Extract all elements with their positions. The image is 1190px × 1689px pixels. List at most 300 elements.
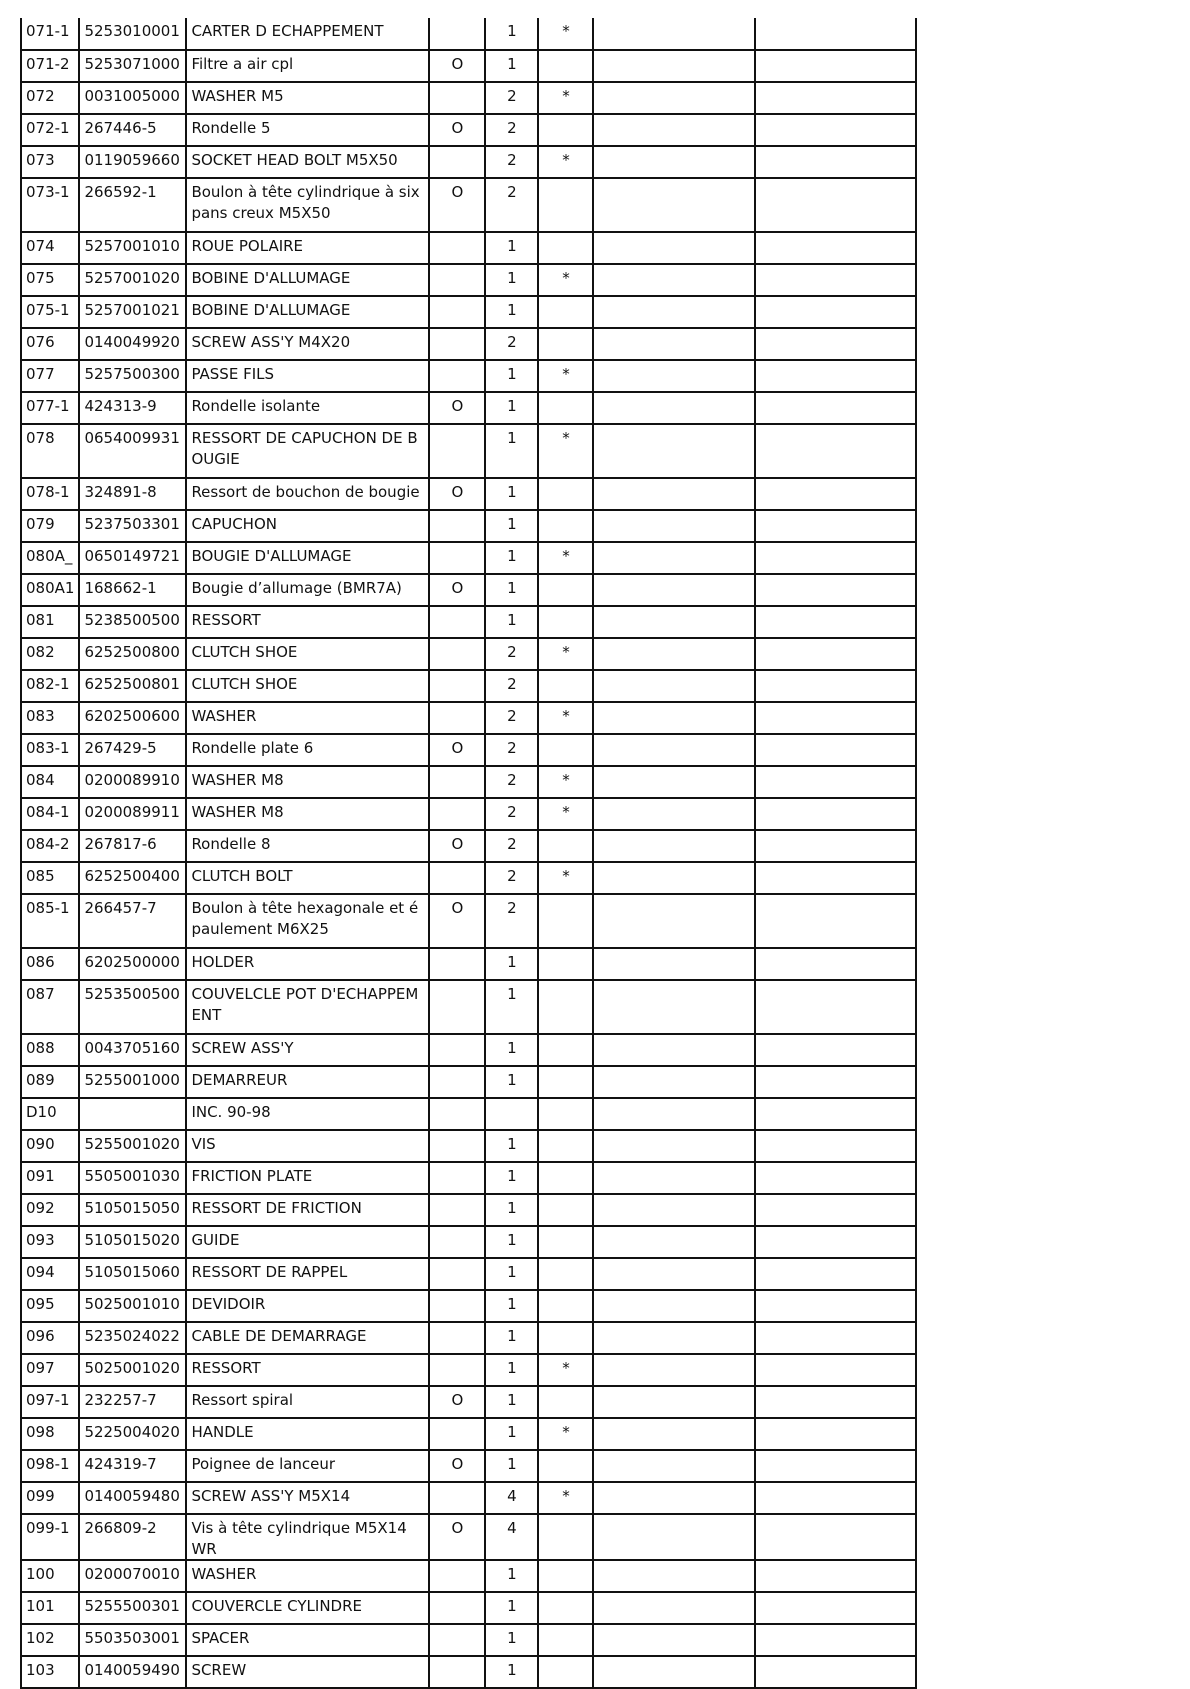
table-row [21, 542, 916, 574]
extra-cell-1 [593, 980, 755, 1034]
table-row [21, 232, 916, 264]
mark-cell: * [538, 1354, 593, 1386]
table-row [21, 392, 916, 424]
mark-cell: * [538, 862, 593, 894]
description-cell: Ressort de bouchon de bougie [186, 478, 429, 510]
quantity-cell: 1 [485, 1560, 538, 1592]
mark-cell: * [538, 360, 593, 392]
description-cell: CABLE DE DEMARRAGE [186, 1322, 429, 1354]
table-row [21, 1592, 916, 1624]
description-cell: SCREW ASS'Y [186, 1034, 429, 1066]
mark-cell [538, 178, 593, 232]
description-cell: COUVERCLE CYLINDRE [186, 1592, 429, 1624]
mark-cell [538, 296, 593, 328]
extra-cell-2 [755, 328, 916, 360]
table-row [21, 670, 916, 702]
extra-cell-1 [593, 360, 755, 392]
description-cell: RESSORT DE RAPPEL [186, 1258, 429, 1290]
extra-cell-2 [755, 114, 916, 146]
option-cell: O [429, 50, 485, 82]
extra-cell-2 [755, 894, 916, 948]
table-row [21, 702, 916, 734]
table-row [21, 894, 916, 948]
part-number-cell: 266592-1 [79, 178, 186, 232]
mark-cell: * [538, 766, 593, 798]
mark-cell [538, 894, 593, 948]
option-cell [429, 948, 485, 980]
extra-cell-1 [593, 1290, 755, 1322]
description-cell: Rondelle 5 [186, 114, 429, 146]
extra-cell-2 [755, 1656, 916, 1688]
mark-cell [538, 1034, 593, 1066]
quantity-cell: 2 [485, 798, 538, 830]
ref-cell: 083 [21, 702, 79, 734]
extra-cell-2 [755, 1290, 916, 1322]
extra-cell-1 [593, 1482, 755, 1514]
ref-cell: 077-1 [21, 392, 79, 424]
option-cell: O [429, 114, 485, 146]
mark-cell [538, 1290, 593, 1322]
part-number-cell: 0650149721 [79, 542, 186, 574]
part-number-cell: 5105015050 [79, 1194, 186, 1226]
table-row [21, 1258, 916, 1290]
extra-cell-1 [593, 50, 755, 82]
part-number-cell: 5225004020 [79, 1418, 186, 1450]
extra-cell-1 [593, 1450, 755, 1482]
mark-cell [538, 1514, 593, 1560]
table-row [21, 1290, 916, 1322]
quantity-cell: 2 [485, 146, 538, 178]
description-cell: WASHER M8 [186, 798, 429, 830]
extra-cell-2 [755, 1322, 916, 1354]
option-cell [429, 18, 485, 50]
quantity-cell: 1 [485, 1194, 538, 1226]
description-cell: RESSORT [186, 606, 429, 638]
mark-cell [538, 1098, 593, 1130]
ref-cell: 071-2 [21, 50, 79, 82]
extra-cell-2 [755, 948, 916, 980]
option-cell [429, 862, 485, 894]
quantity-cell: 1 [485, 948, 538, 980]
mark-cell [538, 606, 593, 638]
ref-cell: 095 [21, 1290, 79, 1322]
extra-cell-1 [593, 702, 755, 734]
extra-cell-2 [755, 980, 916, 1034]
description-cell: SCREW ASS'Y M4X20 [186, 328, 429, 360]
description-cell: Bougie d’allumage (BMR7A) [186, 574, 429, 606]
option-cell [429, 542, 485, 574]
extra-cell-1 [593, 862, 755, 894]
extra-cell-2 [755, 1194, 916, 1226]
description-cell: FRICTION PLATE [186, 1162, 429, 1194]
extra-cell-2 [755, 702, 916, 734]
table-row [21, 862, 916, 894]
extra-cell-1 [593, 296, 755, 328]
description-cell: SCREW [186, 1656, 429, 1688]
description-cell: CLUTCH SHOE [186, 670, 429, 702]
description-cell: Vis à tête cylindrique M5X14 WR [186, 1514, 429, 1560]
extra-cell-1 [593, 1162, 755, 1194]
option-cell [429, 798, 485, 830]
mark-cell [538, 1130, 593, 1162]
quantity-cell: 1 [485, 1066, 538, 1098]
ref-cell: 094 [21, 1258, 79, 1290]
part-number-cell: 0200089911 [79, 798, 186, 830]
quantity-cell: 1 [485, 264, 538, 296]
part-number-cell: 5237503301 [79, 510, 186, 542]
mark-cell: * [538, 1418, 593, 1450]
extra-cell-1 [593, 1322, 755, 1354]
part-number-cell: 5105015020 [79, 1226, 186, 1258]
part-number-cell: 6202500600 [79, 702, 186, 734]
ref-cell: 079 [21, 510, 79, 542]
extra-cell-2 [755, 798, 916, 830]
extra-cell-1 [593, 1514, 755, 1560]
ref-cell: 089 [21, 1066, 79, 1098]
ref-cell: 085 [21, 862, 79, 894]
quantity-cell: 1 [485, 606, 538, 638]
table-row [21, 574, 916, 606]
description-cell: Rondelle 8 [186, 830, 429, 862]
option-cell [429, 1194, 485, 1226]
part-number-cell: 5257001010 [79, 232, 186, 264]
quantity-cell: 2 [485, 670, 538, 702]
option-cell: O [429, 830, 485, 862]
extra-cell-1 [593, 1034, 755, 1066]
description-cell: HANDLE [186, 1418, 429, 1450]
extra-cell-1 [593, 328, 755, 360]
part-number-cell: 0654009931 [79, 424, 186, 478]
ref-cell: 077 [21, 360, 79, 392]
part-number-cell: 5253500500 [79, 980, 186, 1034]
extra-cell-2 [755, 478, 916, 510]
option-cell [429, 296, 485, 328]
option-cell [429, 1098, 485, 1130]
description-cell: SPACER [186, 1624, 429, 1656]
quantity-cell: 1 [485, 18, 538, 50]
part-number-cell: 0140059490 [79, 1656, 186, 1688]
extra-cell-2 [755, 766, 916, 798]
mark-cell [538, 980, 593, 1034]
table-row [21, 296, 916, 328]
table-row [21, 328, 916, 360]
option-cell [429, 766, 485, 798]
mark-cell [538, 1226, 593, 1258]
extra-cell-2 [755, 606, 916, 638]
extra-cell-1 [593, 1592, 755, 1624]
extra-cell-2 [755, 542, 916, 574]
option-cell [429, 1560, 485, 1592]
extra-cell-2 [755, 296, 916, 328]
extra-cell-2 [755, 1066, 916, 1098]
table-row [21, 948, 916, 980]
table-row [21, 1034, 916, 1066]
description-cell: ROUE POLAIRE [186, 232, 429, 264]
extra-cell-2 [755, 1130, 916, 1162]
quantity-cell: 1 [485, 1322, 538, 1354]
option-cell [429, 328, 485, 360]
quantity-cell: 1 [485, 1450, 538, 1482]
option-cell [429, 1130, 485, 1162]
quantity-cell: 1 [485, 1418, 538, 1450]
extra-cell-1 [593, 1130, 755, 1162]
ref-cell: 101 [21, 1592, 79, 1624]
quantity-cell: 1 [485, 50, 538, 82]
ref-cell: 081 [21, 606, 79, 638]
part-number-cell: 0031005000 [79, 82, 186, 114]
option-cell [429, 1624, 485, 1656]
description-cell: CAPUCHON [186, 510, 429, 542]
extra-cell-2 [755, 264, 916, 296]
table-row [21, 1098, 916, 1130]
extra-cell-2 [755, 1514, 916, 1560]
description-cell: COUVELCLE POT D'ECHAPPEMENT [186, 980, 429, 1034]
table-row [21, 360, 916, 392]
option-cell: O [429, 894, 485, 948]
mark-cell [538, 830, 593, 862]
table-row [21, 1066, 916, 1098]
quantity-cell: 1 [485, 1130, 538, 1162]
part-number-cell: 0200070010 [79, 1560, 186, 1592]
ref-cell: 087 [21, 980, 79, 1034]
part-number-cell: 0043705160 [79, 1034, 186, 1066]
part-number-cell: 266809-2 [79, 1514, 186, 1560]
extra-cell-1 [593, 1226, 755, 1258]
description-cell: WASHER [186, 1560, 429, 1592]
mark-cell [538, 1592, 593, 1624]
quantity-cell: 2 [485, 114, 538, 146]
option-cell [429, 264, 485, 296]
mark-cell: * [538, 18, 593, 50]
extra-cell-2 [755, 1482, 916, 1514]
part-number-cell: 424313-9 [79, 392, 186, 424]
mark-cell [538, 1194, 593, 1226]
ref-cell: 084 [21, 766, 79, 798]
table-row [21, 1656, 916, 1688]
ref-cell: 102 [21, 1624, 79, 1656]
ref-cell: 078 [21, 424, 79, 478]
description-cell: BOBINE D'ALLUMAGE [186, 296, 429, 328]
ref-cell: 099-1 [21, 1514, 79, 1560]
table-row [21, 734, 916, 766]
option-cell: O [429, 1450, 485, 1482]
part-number-cell: 5253010001 [79, 18, 186, 50]
extra-cell-2 [755, 1226, 916, 1258]
part-number-cell: 5105015060 [79, 1258, 186, 1290]
option-cell [429, 1592, 485, 1624]
part-number-cell: 267429-5 [79, 734, 186, 766]
extra-cell-1 [593, 1098, 755, 1130]
mark-cell [538, 328, 593, 360]
part-number-cell: 6252500400 [79, 862, 186, 894]
description-cell: Boulon à tête hexagonale et épaulement M6X25 [186, 894, 429, 948]
ref-cell: 091 [21, 1162, 79, 1194]
table-row [21, 146, 916, 178]
table-row [21, 830, 916, 862]
option-cell [429, 1162, 485, 1194]
ref-cell: 083-1 [21, 734, 79, 766]
mark-cell [538, 734, 593, 766]
part-number-cell: 0140049920 [79, 328, 186, 360]
option-cell: O [429, 734, 485, 766]
option-cell [429, 1066, 485, 1098]
table-row [21, 980, 916, 1034]
part-number-cell: 5257001020 [79, 264, 186, 296]
part-number-cell: 5257001021 [79, 296, 186, 328]
ref-cell: 098 [21, 1418, 79, 1450]
part-number-cell: 5255001000 [79, 1066, 186, 1098]
description-cell: RESSORT DE CAPUCHON DE BOUGIE [186, 424, 429, 478]
ref-cell: 090 [21, 1130, 79, 1162]
part-number-cell: 5255500301 [79, 1592, 186, 1624]
part-number-cell: 5025001010 [79, 1290, 186, 1322]
option-cell: O [429, 574, 485, 606]
part-number-cell: 5253071000 [79, 50, 186, 82]
description-cell: Ressort spiral [186, 1386, 429, 1418]
extra-cell-2 [755, 146, 916, 178]
extra-cell-2 [755, 50, 916, 82]
quantity-cell: 1 [485, 392, 538, 424]
option-cell: O [429, 478, 485, 510]
option-cell [429, 1354, 485, 1386]
quantity-cell: 2 [485, 766, 538, 798]
ref-cell: 097 [21, 1354, 79, 1386]
table-row [21, 1418, 916, 1450]
description-cell: CLUTCH SHOE [186, 638, 429, 670]
description-cell: Rondelle plate 6 [186, 734, 429, 766]
quantity-cell: 2 [485, 328, 538, 360]
mark-cell [538, 1258, 593, 1290]
part-number-cell: 0140059480 [79, 1482, 186, 1514]
extra-cell-1 [593, 734, 755, 766]
extra-cell-1 [593, 1418, 755, 1450]
option-cell [429, 360, 485, 392]
quantity-cell: 2 [485, 830, 538, 862]
extra-cell-2 [755, 178, 916, 232]
quantity-cell: 1 [485, 1226, 538, 1258]
table-row [21, 1386, 916, 1418]
extra-cell-2 [755, 1354, 916, 1386]
mark-cell [538, 670, 593, 702]
description-cell: CARTER D ECHAPPEMENT [186, 18, 429, 50]
option-cell [429, 424, 485, 478]
ref-cell: 073-1 [21, 178, 79, 232]
ref-cell: 072 [21, 82, 79, 114]
extra-cell-2 [755, 1162, 916, 1194]
quantity-cell: 2 [485, 178, 538, 232]
extra-cell-1 [593, 264, 755, 296]
table-row [21, 638, 916, 670]
option-cell [429, 1418, 485, 1450]
quantity-cell: 1 [485, 424, 538, 478]
description-cell: VIS [186, 1130, 429, 1162]
ref-cell: 073 [21, 146, 79, 178]
ref-cell: D10 [21, 1098, 79, 1130]
ref-cell: 093 [21, 1226, 79, 1258]
quantity-cell: 1 [485, 232, 538, 264]
description-cell: WASHER [186, 702, 429, 734]
table-row [21, 510, 916, 542]
extra-cell-2 [755, 510, 916, 542]
quantity-cell: 1 [485, 1162, 538, 1194]
option-cell [429, 670, 485, 702]
table-row [21, 766, 916, 798]
extra-cell-2 [755, 1592, 916, 1624]
extra-cell-2 [755, 1258, 916, 1290]
part-number-cell: 6252500800 [79, 638, 186, 670]
table-row [21, 1624, 916, 1656]
extra-cell-1 [593, 798, 755, 830]
option-cell [429, 980, 485, 1034]
description-cell: Poignee de lanceur [186, 1450, 429, 1482]
option-cell [429, 1290, 485, 1322]
part-number-cell: 266457-7 [79, 894, 186, 948]
mark-cell: * [538, 82, 593, 114]
table-row [21, 1514, 916, 1560]
table-row [21, 1482, 916, 1514]
mark-cell: * [538, 798, 593, 830]
description-cell: WASHER M8 [186, 766, 429, 798]
part-number-cell: 0119059660 [79, 146, 186, 178]
mark-cell: * [538, 1482, 593, 1514]
ref-cell: 088 [21, 1034, 79, 1066]
option-cell [429, 232, 485, 264]
extra-cell-1 [593, 1386, 755, 1418]
table-row [21, 478, 916, 510]
quantity-cell: 1 [485, 1354, 538, 1386]
mark-cell [538, 1560, 593, 1592]
extra-cell-1 [593, 1066, 755, 1098]
extra-cell-2 [755, 1450, 916, 1482]
extra-cell-1 [593, 1656, 755, 1688]
description-cell: SCREW ASS'Y M5X14 [186, 1482, 429, 1514]
option-cell [429, 1482, 485, 1514]
option-cell: O [429, 178, 485, 232]
option-cell [429, 146, 485, 178]
option-cell [429, 606, 485, 638]
extra-cell-1 [593, 510, 755, 542]
part-number-cell: 267446-5 [79, 114, 186, 146]
ref-cell: 080A1 [21, 574, 79, 606]
parts-list-table [20, 18, 917, 1689]
mark-cell [538, 948, 593, 980]
table-row [21, 1560, 916, 1592]
part-number-cell: 232257-7 [79, 1386, 186, 1418]
ref-cell: 096 [21, 1322, 79, 1354]
part-number-cell: 6252500801 [79, 670, 186, 702]
part-number-cell [79, 1098, 186, 1130]
extra-cell-1 [593, 392, 755, 424]
part-number-cell: 5257500300 [79, 360, 186, 392]
mark-cell [538, 114, 593, 146]
mark-cell [538, 1450, 593, 1482]
extra-cell-2 [755, 670, 916, 702]
table-row [21, 1450, 916, 1482]
extra-cell-1 [593, 1624, 755, 1656]
extra-cell-2 [755, 18, 916, 50]
extra-cell-2 [755, 392, 916, 424]
table-row [21, 18, 916, 50]
part-number-cell: 6202500000 [79, 948, 186, 980]
extra-cell-1 [593, 542, 755, 574]
extra-cell-2 [755, 1560, 916, 1592]
part-number-cell: 5238500500 [79, 606, 186, 638]
table-row [21, 424, 916, 478]
option-cell [429, 1034, 485, 1066]
quantity-cell: 1 [485, 1656, 538, 1688]
description-cell: DEVIDOIR [186, 1290, 429, 1322]
extra-cell-1 [593, 232, 755, 264]
